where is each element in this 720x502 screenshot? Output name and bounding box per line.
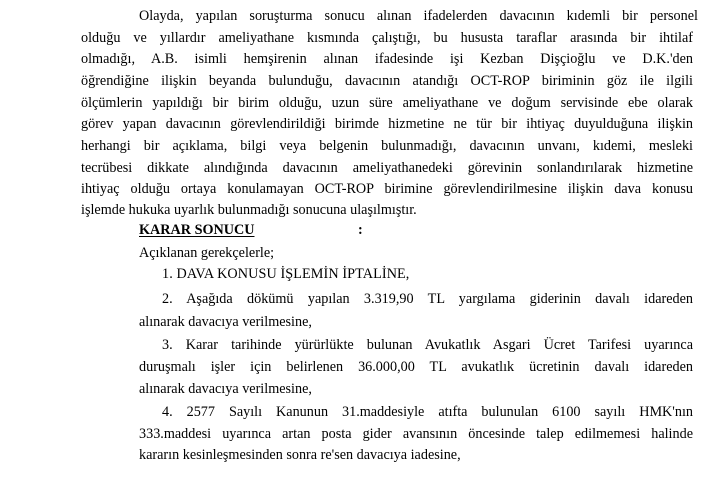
decision-item-3-line: duruşmalı işler için belirlenen 36.000,00 TL avukatlık ücretinin davalı idareden <box>139 359 693 375</box>
decision-item-2-line: 2. Aşağıda dökümü yapılan 3.319,90 TL yargılama giderinin davalı idareden <box>162 291 693 307</box>
paragraph-line: olduğu ve yıllardır ameliyathane kısmında çalıştığı, bu hususta taraflar arasında bir ihtilaf <box>81 30 693 46</box>
intro-text: Açıklanan gerekçelerle; <box>139 245 275 261</box>
paragraph-line: Olayda, yapılan soruşturma sonucu alınan ifadelerden davacının kıdemli bir personel <box>139 8 698 24</box>
heading-label <box>139 222 364 239</box>
paragraph-line: öğrendiğine ilişkin beyanda bulunduğu, davacının atandığı OCT-ROP biriminin göz ile ilgili <box>81 73 693 89</box>
paragraph-line: ölçümlerin yapıldığı bir birim olduğu, uzun süre ameliyathane ve doğum servisinde ebe olarak <box>81 95 693 111</box>
decision-item-2-line: alınarak davacıya verilmesine, <box>139 314 312 330</box>
heading-colon: : <box>358 222 363 238</box>
heading-label-text: KARAR SONUCU <box>139 222 255 238</box>
decision-item-4-line: 4. 2577 Sayılı Kanunun 31.maddesiyle atıfta bulunulan 6100 sayılı HMK'nın <box>162 404 693 420</box>
paragraph-line: olmadığı, A.B. isimli hemşirenin alınan ifadesinde işi Kezban Dişçioğlu ve D.K.'den <box>81 51 693 67</box>
paragraph-line: tecrübesi dikkate alındığında davacının ameliyathanedeki görevinin sonlandırılarak hizmetine <box>81 160 693 176</box>
paragraph-line: ihtiyaç olduğu ortaya konulamayan OCT-ROP birimine görevlendirilmesine ilişkin dava konusu <box>81 181 693 197</box>
paragraph-line: işlemde hukuka uyarlık bulunmadığı sonucuna ulaşılmıştır. <box>81 202 417 218</box>
paragraph-line: herhangi bir açıklama, bilgi veya belgenin bulunmadığı, davacının unvanı, kıdemi, mesleki <box>81 138 693 154</box>
decision-item-3-line: alınarak davacıya verilmesine, <box>139 381 312 397</box>
decision-item-1: 1. DAVA KONUSU İŞLEMİN İPTALİNE, <box>162 266 410 282</box>
decision-item-3-line: 3. Karar tarihinde yürürlükte bulunan Avukatlık Asgari Ücret Tarifesi uyarınca <box>162 337 693 353</box>
paragraph-line: görev yapan davacının görevlendirildiği birimde hizmetine ne tür bir ihtiyaç duyulduğuna ilişkin <box>81 116 693 132</box>
decision-item-4-line: kararın kesinleşmesinden sonra re'sen davacıya iadesine, <box>139 447 461 463</box>
decision-item-4-line: 333.maddesi uyarınca artan posta gider avansının öncesinde talep edilmemesi halinde <box>139 426 693 442</box>
